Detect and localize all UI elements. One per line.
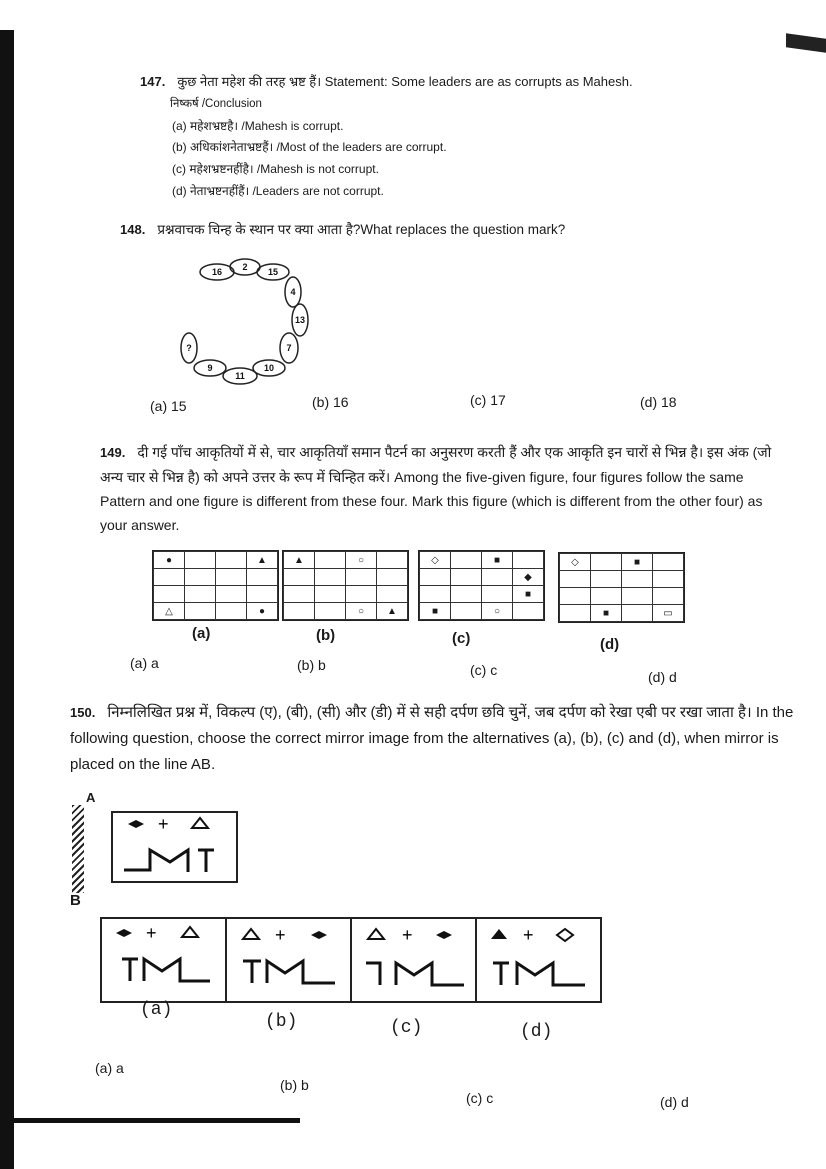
q149-number: 149.	[100, 445, 126, 460]
svg-text:+: +	[523, 925, 534, 945]
q148-option-c[interactable]: (c) 17	[470, 392, 506, 408]
figure-a-label: (a)	[192, 625, 211, 642]
figure-d-label: (d)	[600, 636, 620, 653]
q149-stem	[100, 440, 790, 537]
page-right-edge-shadow	[786, 33, 826, 53]
answer-figure-c	[352, 919, 477, 1001]
svg-text:+: +	[146, 923, 157, 943]
question-figure	[110, 810, 240, 885]
svg-text:+: +	[158, 814, 169, 834]
figure-b-label: (b)	[316, 627, 336, 644]
q150-number: 150.	[70, 705, 96, 720]
q149-option-b[interactable]: (b) b	[297, 657, 326, 673]
mirror-label-a: A	[86, 790, 96, 805]
answer-figure-a	[102, 919, 227, 1001]
mirror-line-ab	[72, 805, 84, 893]
figure-b-grid: ▲ ○ ○ ▲	[282, 550, 409, 621]
mirror-label-b: B	[70, 892, 81, 909]
chain-number-3: 15	[267, 267, 279, 277]
q148-number: 148.	[120, 222, 146, 237]
answer-figure-a-label: (a)	[140, 1000, 173, 1020]
q149-option-a[interactable]: (a) a	[130, 655, 159, 671]
q150-stem-english: In the following question, choose the correct mirror image from the alternatives (a), (b), (c) and (d), when mirror is placed on the line AB.	[70, 704, 794, 773]
chain-number-1: 16	[211, 267, 223, 277]
svg-text:+: +	[402, 925, 413, 945]
chain-figure	[165, 250, 325, 390]
q149-option-c[interactable]: (c) c	[470, 662, 498, 678]
q148-option-b[interactable]: (b) 16	[312, 394, 349, 410]
q150-option-a[interactable]: (a) a	[95, 1060, 124, 1076]
q148-option-d[interactable]: (d) 18	[640, 394, 677, 410]
chain-number-4: 4	[290, 287, 296, 297]
q148-stem-line	[120, 220, 565, 238]
chain-number-7: 10	[263, 363, 275, 373]
q147-option-d[interactable]: (d) नेताभ्रष्टनहींहैं। /Leaders are not corrupt.	[172, 184, 384, 198]
q149-stem-hindi: दी गई पाँच आकृतियों में से, चार आकृतियाँ समान पैटर्न का अनुसरण करती हैं और एक आकृति इन चारों से भिन्न है। इस अंक (जो अन्य चार से भिन्न है) को अपने उत्तर के रूप में चिन्हित करें।	[100, 444, 772, 485]
q147-option-a[interactable]: (a) महेशभ्रष्टहै। /Mahesh is corrupt.	[172, 119, 344, 133]
page-footer-rule	[0, 1118, 300, 1123]
answer-figure-b-label: (b)	[265, 1012, 298, 1032]
chain-number-9: 9	[207, 363, 213, 373]
q147-option-b[interactable]: (b) अधिकांशनेताभ्रष्टहैं। /Most of the leaders are corrupt.	[172, 140, 447, 154]
answer-figure-b	[227, 919, 352, 1001]
q150-option-b[interactable]: (b) b	[280, 1077, 309, 1093]
q150-option-d[interactable]: (d) d	[660, 1094, 689, 1110]
q147-option-c[interactable]: (c) महेशभ्रष्टनहींहै। /Mahesh is not corrupt.	[172, 162, 379, 176]
figure-a-grid: ● ▲ △ ●	[152, 550, 279, 621]
q147-stem: कुछ नेता महेश की तरह भ्रष्ट हैं। Statement: Some leaders are as corrupts as Mahesh.	[177, 74, 633, 89]
chain-number-8: 11	[235, 371, 245, 381]
q148-stem: प्रश्नवाचक चिन्ह के स्थान पर क्या आता है?What replaces the question mark?	[157, 222, 566, 237]
figure-c-grid: ◇ ■ ◆ ■ ■ ○	[418, 550, 545, 621]
q148-option-a[interactable]: (a) 15	[150, 398, 187, 414]
q149-option-d[interactable]: (d) d	[648, 669, 677, 685]
chain-number-5: 13	[294, 315, 306, 325]
answer-figure-d	[477, 919, 600, 1001]
answer-figure-d-label: (d)	[520, 1022, 553, 1042]
answer-figures-row	[100, 917, 602, 1003]
answer-figure-c-label: (c)	[390, 1018, 423, 1038]
q150-option-c[interactable]: (c) c	[466, 1090, 494, 1106]
figure-d-grid: ◇ ■ ■ ▭	[558, 552, 685, 623]
figure-c-label: (c)	[452, 630, 471, 647]
chain-number-2: 2	[242, 262, 248, 272]
chain-number-question: ?	[186, 343, 192, 353]
q147-conclusion-label: निष्कर्ष /Conclusion	[170, 98, 262, 110]
q147-number: 147.	[140, 74, 166, 89]
q150-stem-hindi: निम्नलिखित प्रश्न में, विकल्प (ए), (बी), (सी) और (डी) में से सही दर्पण छवि चुनें, जब दर्पण को रेखा एबी पर रखा जाता है।	[107, 704, 752, 721]
svg-text:+: +	[275, 925, 286, 945]
q150-stem	[70, 700, 805, 778]
q149-stem-english: Among the five-given figure, four figures follow the same Pattern and one figure is different from these four. Mark this figure (which is different from the other four) as your answer.	[100, 469, 763, 533]
page-left-edge-shadow	[0, 30, 14, 1169]
chain-number-6: 7	[286, 343, 292, 353]
q147-stem-line	[140, 72, 633, 90]
